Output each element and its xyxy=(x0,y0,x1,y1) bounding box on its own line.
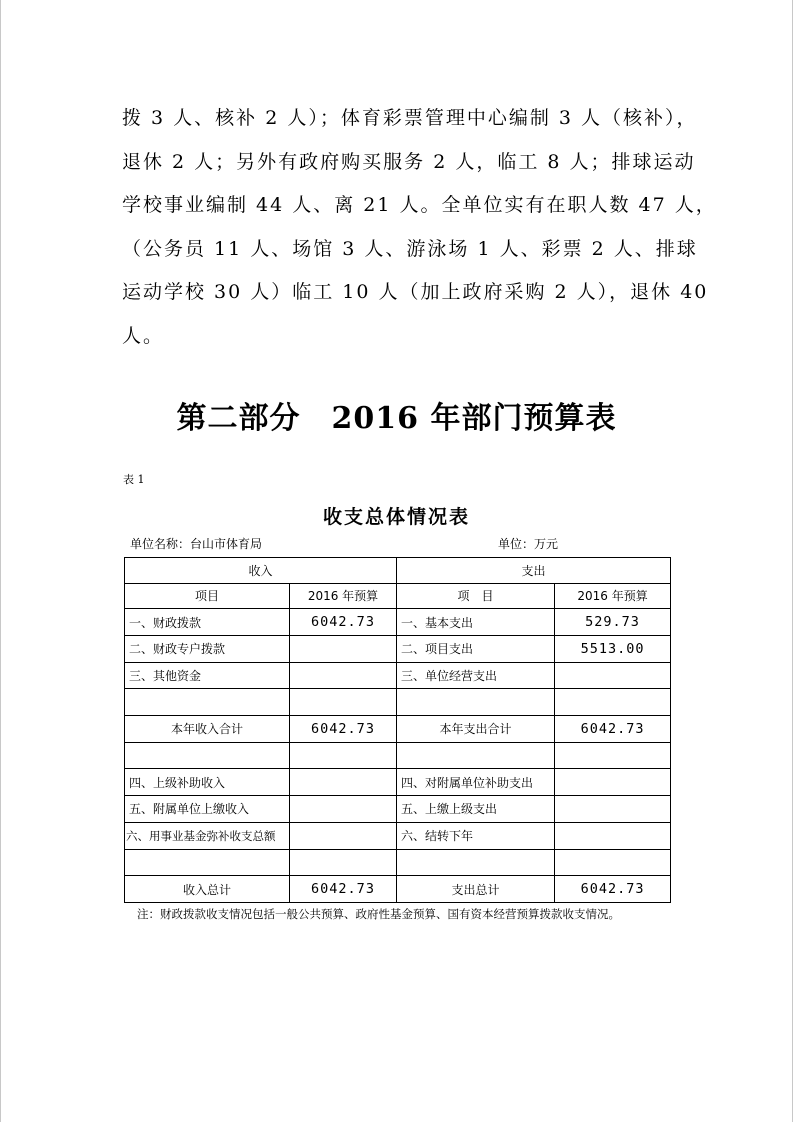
table-number: 表 1 xyxy=(123,473,145,486)
budget-summary-table xyxy=(124,557,671,903)
income-value xyxy=(290,636,397,663)
col-header-expense-item: 项 目 xyxy=(397,583,555,609)
expense-value xyxy=(555,662,671,689)
table-row xyxy=(125,849,671,876)
table-header-row xyxy=(125,558,671,584)
currency-unit-label: 单位：万元 xyxy=(498,537,559,551)
expense-value: 5513.00 xyxy=(555,636,671,663)
expense-subtotal-value: 6042.73 xyxy=(555,716,671,743)
expense-item: 二、项目支出 xyxy=(397,636,555,663)
expense-item: 一、基本支出 xyxy=(397,609,555,636)
unit-name-label: 单位名称：台山市体育局 xyxy=(130,537,263,551)
expense-value xyxy=(555,769,671,796)
staffing-paragraph xyxy=(122,97,717,358)
col-header-income-budget: 2016 年预算 xyxy=(290,583,397,609)
income-value xyxy=(290,849,397,876)
expense-item: 五、上缴上级支出 xyxy=(397,796,555,823)
expense-item: 四、对附属单位补助支出 xyxy=(397,769,555,796)
table-row xyxy=(125,662,671,689)
table-subheader-row xyxy=(125,583,671,609)
page-border-left xyxy=(0,0,1,1122)
income-value xyxy=(290,689,397,716)
expense-value xyxy=(555,742,671,769)
income-total-value: 6042.73 xyxy=(290,876,397,903)
income-item: 三、其他资金 xyxy=(125,662,290,689)
expense-total-value: 6042.73 xyxy=(555,876,671,903)
table-row xyxy=(125,636,671,663)
col-header-income-item: 项目 xyxy=(125,583,290,609)
income-item: 一、财政拨款 xyxy=(125,609,290,636)
paragraph-line: 学校事业编制 44 人、离 21 人。全单位实有在职人数 47 人， xyxy=(122,194,717,216)
income-value: 6042.73 xyxy=(290,609,397,636)
table-row xyxy=(125,796,671,823)
paragraph-line: 人。 xyxy=(122,324,165,347)
income-value xyxy=(290,769,397,796)
income-subtotal-value: 6042.73 xyxy=(290,716,397,743)
table-total-row xyxy=(125,876,671,903)
table-row xyxy=(125,716,671,743)
expense-value xyxy=(555,849,671,876)
expense-value xyxy=(555,822,671,849)
income-item: 四、上级补助收入 xyxy=(125,769,290,796)
income-item: 六、用事业基金弥补收支总额 xyxy=(125,822,290,849)
expense-item: 三、单位经营支出 xyxy=(397,662,555,689)
paragraph-line: （公务员 11 人、场馆 3 人、游泳场 1 人、彩票 2 人、排球 xyxy=(122,237,698,260)
col-header-expense-budget: 2016 年预算 xyxy=(555,583,671,609)
paragraph-line: 拨 3 人、核补 2 人）；体育彩票管理中心编制 3 人（核补）， xyxy=(122,107,698,129)
expense-item xyxy=(397,742,555,769)
expense-value xyxy=(555,689,671,716)
expense-item xyxy=(397,849,555,876)
expense-total-label: 支出总计 xyxy=(397,876,555,903)
expense-value: 529.73 xyxy=(555,609,671,636)
income-value xyxy=(290,662,397,689)
table-footnote: 注：财政拨款收支情况包括一般公共预算、政府性基金预算、国有资本经营预算拨款收支情况。 xyxy=(137,907,620,921)
expense-subtotal-label: 本年支出合计 xyxy=(397,716,555,743)
table-row xyxy=(125,769,671,796)
expense-header: 支出 xyxy=(397,558,671,584)
expense-item xyxy=(397,689,555,716)
table-row xyxy=(125,609,671,636)
income-item xyxy=(125,849,290,876)
table-row xyxy=(125,742,671,769)
income-value xyxy=(290,822,397,849)
income-subtotal-label: 本年收入合计 xyxy=(125,716,290,743)
income-header: 收入 xyxy=(125,558,397,584)
income-total-label: 收入总计 xyxy=(125,876,290,903)
income-item xyxy=(125,689,290,716)
income-item: 五、附属单位上缴收入 xyxy=(125,796,290,823)
income-value xyxy=(290,742,397,769)
table-title: 收支总体情况表 xyxy=(322,506,470,528)
table-row xyxy=(125,689,671,716)
income-item: 二、财政专户拨款 xyxy=(125,636,290,663)
income-value xyxy=(290,796,397,823)
expense-value xyxy=(555,796,671,823)
section-title: 第二部分 2016 年部门预算表 xyxy=(176,401,617,436)
table-row xyxy=(125,822,671,849)
income-item xyxy=(125,742,290,769)
expense-item: 六、结转下年 xyxy=(397,822,555,849)
paragraph-line: 运动学校 30 人）临工 10 人（加上政府采购 2 人），退休 40 xyxy=(122,281,709,303)
paragraph-line: 退休 2 人；另外有政府购买服务 2 人，临工 8 人；排球运动 xyxy=(122,150,696,173)
